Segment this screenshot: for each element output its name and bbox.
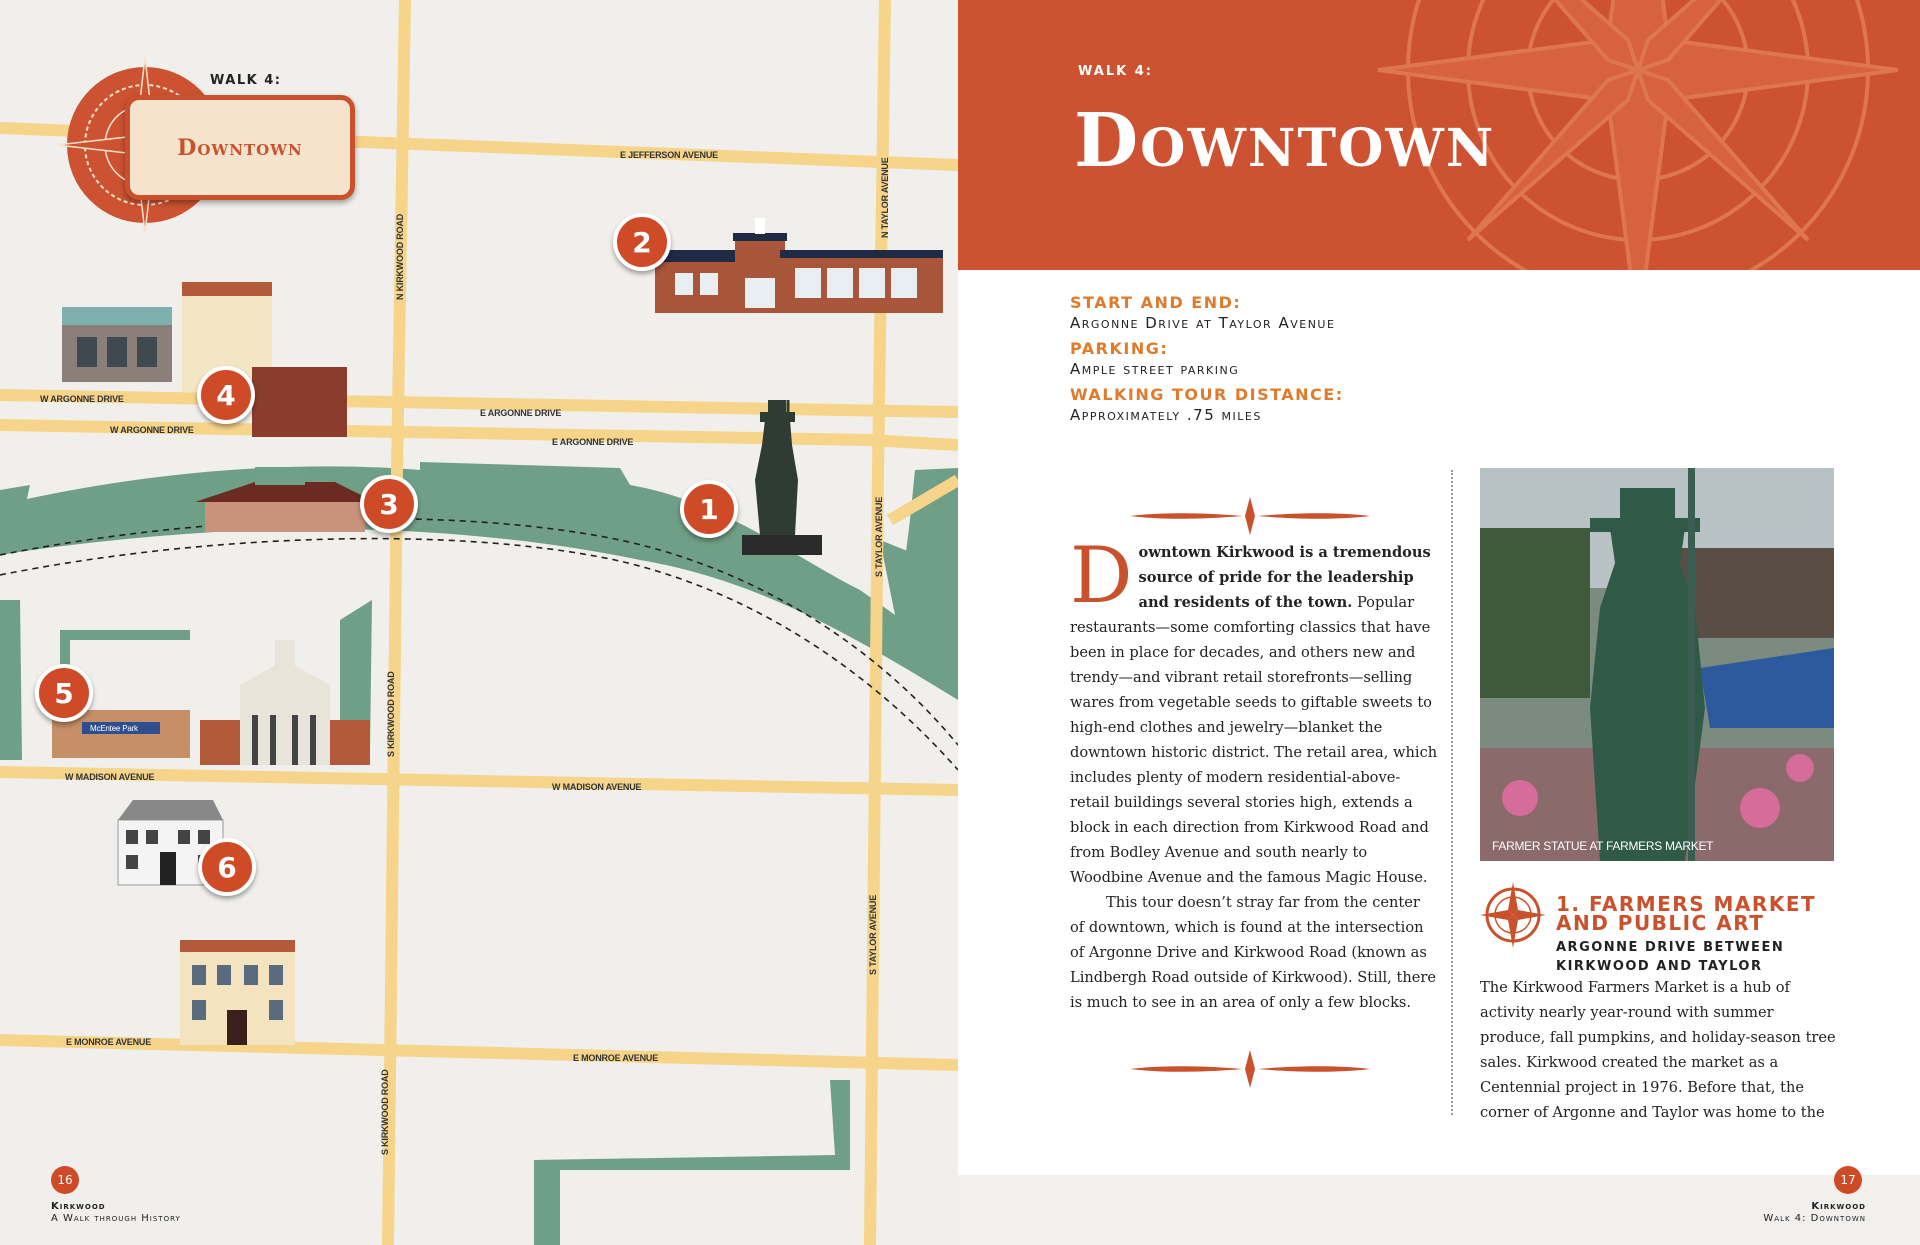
street-label: S KIRKWOOD ROAD xyxy=(386,671,396,757)
compass-rose-icon xyxy=(1480,882,1546,948)
walk-label: WALK 4: xyxy=(1078,64,1153,79)
street-label: E MONROE AVENUE xyxy=(573,1053,659,1063)
paragraph-1: Popular restaurants—some comforting classics that have been in place for decades, and others new and trendy—and vibrant retail storefronts—selling wares from vegetable seeds to giftable sweets to high-end clothes and jewelry—blanket the downtown historic district. The retail area, which includes plenty of modern residential-above-retail buildings several stories high, extends a block in each direction from Kirkwood Road and from Bodley Avenue and south nearly to Woodbine Avenue and the famous Magic House. xyxy=(1070,594,1438,886)
parking-label: PARKING: xyxy=(1070,339,1169,358)
map-marker-6[interactable]: 6 xyxy=(198,838,256,896)
section-subtitle xyxy=(1556,938,1784,976)
title-plate: Downtown xyxy=(125,95,355,200)
section-subtitle-line: KIRKWOOD AND TAYLOR xyxy=(1556,959,1763,974)
street-label: E MONROE AVENUE xyxy=(66,1037,152,1047)
street-label: W MADISON AVENUE xyxy=(65,772,155,782)
street-label: S TAYLOR AVENUE xyxy=(868,894,878,975)
text-page xyxy=(958,0,1920,1245)
ornament-divider-icon xyxy=(1130,497,1370,535)
title-banner xyxy=(958,0,1920,270)
section-title-line: 1. FARMERS MARKET xyxy=(1556,892,1817,916)
distance-value: Approximately .75 miles xyxy=(1070,406,1262,424)
footer-title: Kirkwood xyxy=(51,1201,106,1212)
column-divider xyxy=(1451,470,1453,1115)
lead-text: owntown Kirkwood is a tremendous source of pride for the leadership and residents of the town. xyxy=(1138,544,1431,611)
map-marker-4[interactable]: 4 xyxy=(197,366,255,424)
footer-subtitle: A Walk through History xyxy=(51,1213,181,1224)
street-label: S TAYLOR AVENUE xyxy=(874,496,884,577)
street-label: N TAYLOR AVENUE xyxy=(880,157,890,238)
street-label: W MADISON AVENUE xyxy=(552,782,642,792)
section-subtitle-line: ARGONNE DRIVE BETWEEN xyxy=(1556,940,1785,955)
street-label: W ARGONNE DRIVE xyxy=(110,425,194,435)
page-title: Downtown xyxy=(1074,98,1496,184)
photo-caption: FARMER STATUE AT FARMERS MARKET xyxy=(1492,839,1714,853)
street-label: W ARGONNE DRIVE xyxy=(40,394,124,404)
farmer-statue-photo xyxy=(1480,468,1834,861)
paragraph-2: This tour doesn’t stray far from the center of downtown, which is found at the intersection of Argonne Drive and Kirkwood Road (known as Lindbergh Road outside of Kirkwood). Still, there is much to see in an area of only a few blocks. xyxy=(1070,894,1436,1011)
street-label: E ARGONNE DRIVE xyxy=(552,437,634,447)
section-title xyxy=(1556,892,1817,935)
street-label: E ARGONNE DRIVE xyxy=(480,408,562,418)
map-marker-5[interactable]: 5 xyxy=(35,664,93,722)
park-sign-text: McEntee Park xyxy=(90,724,138,733)
walk-label: WALK 4: xyxy=(210,73,282,88)
drop-cap: D xyxy=(1070,531,1133,621)
tour-info xyxy=(1070,292,1344,430)
footer-subtitle: Walk 4: Downtown xyxy=(1763,1213,1866,1224)
map-marker-1[interactable]: 1 xyxy=(680,480,738,538)
section-body: The Kirkwood Farmers Market is a hub of activity nearly year-round with summer produce, fall pumpkins, and holiday-season tree sales. Kirkwood created the market as a Centennial project in 1976. Before that, the corner of Argonne and Taylor was home to the xyxy=(1480,979,1836,1121)
footer-title: Kirkwood xyxy=(1811,1201,1866,1212)
ornament-divider-icon xyxy=(1130,1050,1370,1088)
map-marker-3[interactable]: 3 xyxy=(360,475,418,533)
distance-label: WALKING TOUR DISTANCE: xyxy=(1070,385,1344,404)
intro-text xyxy=(1070,531,1438,1015)
street-label: S KIRKWOOD ROAD xyxy=(380,1069,390,1155)
building-house-2 xyxy=(180,940,295,1045)
section-title-line: AND PUBLIC ART xyxy=(1556,911,1765,935)
map-marker-2[interactable]: 2 xyxy=(613,213,671,271)
building-2 xyxy=(655,218,943,313)
parking-value: Ample street parking xyxy=(1070,360,1240,378)
start-value: Argonne Drive at Taylor Avenue xyxy=(1070,314,1336,332)
start-label: START AND END: xyxy=(1070,293,1242,312)
map-page xyxy=(0,0,958,1245)
page-number: 17 xyxy=(1834,1166,1862,1194)
street-label: E JEFFERSON AVENUE xyxy=(620,150,718,160)
page-number: 16 xyxy=(51,1166,79,1194)
street-label: N KIRKWOOD ROAD xyxy=(395,214,405,300)
